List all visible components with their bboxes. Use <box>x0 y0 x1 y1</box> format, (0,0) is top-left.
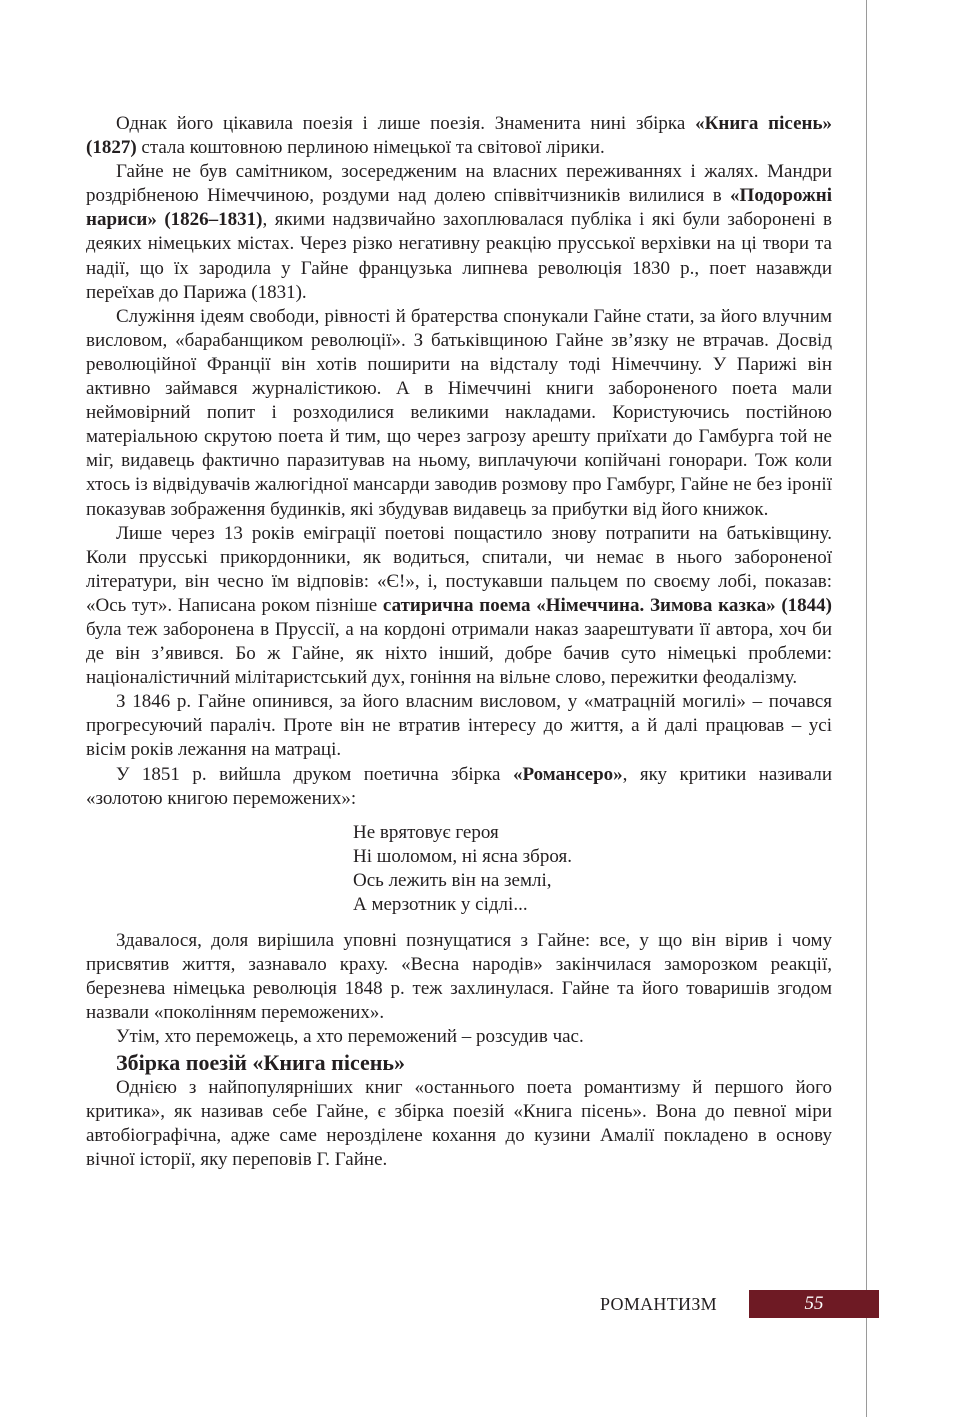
bold-title-run: «Книга пісень» (1827) <box>86 113 832 159</box>
poem-line: Не врятовує героя <box>353 821 499 843</box>
poem-line: А мерзотник у сідлі... <box>353 894 528 915</box>
paragraph <box>86 160 832 305</box>
paragraph <box>86 690 832 762</box>
text-run: Однак його цікавила поезія і лише поезія. Знаменита нині збірка <box>116 113 696 134</box>
poem-line: Ні шоломом, ні ясна зброя. <box>353 845 572 867</box>
text-run: була теж заборонена в Пруссії, а на кордоні отримали наказ заарештувати її автора, хоч би де він з’явився. Бо ж Гайне, як ніхто інший, добре бачив суто німецькі проблеми: націоналістичний мілітаристський дух, гоніння на вільне слово, пережитки феодалізму. <box>86 618 832 689</box>
text-run: , якими надзвичайно захоплювалася публіка і які були заборонені в деяких німецьких містах. Через різко негативну реакцію прусської верхівки на ці твори та надії, що їх зародила у Гайне французька липнева революція 1830 р., поет назавжди переїхав до Парижа (1831). <box>86 209 832 303</box>
paragraphs-block <box>86 112 832 811</box>
bold-title-run: «Подорожні нариси» (1826–1831) <box>86 185 832 231</box>
paragraph: Утім, хто переможець, а хто переможений – розсудив час. <box>116 1026 584 1048</box>
page-number-bar <box>749 1290 879 1318</box>
poem-line: Ось лежить він на землі, <box>353 869 552 891</box>
bold-title-run: «Романсеро» <box>512 763 623 785</box>
page-number: 55 <box>804 1293 824 1314</box>
text-run: З 1846 р. Гайне опинився, за його власним висловом, у «матрацній могилі» – почався прогресуючий параліч. Проте він не втратив інтересу до життя, а й далі працював – усі вісім років лежання на матраці. <box>86 691 832 761</box>
section-paragraph: Однією з найпопулярніших книг «останнього поета романтизму й першого його критика», як називав себе Гайне, є збірка поезій «Книга пісень». Вона до певної міри автобіографічна, адже саме нерозділене кохання до кузини Амалії покладено в основу вічної історії, яку переповів Г. Гайне. <box>86 1076 832 1170</box>
text-run: Служіння ідеям свободи, рівності й братерства спонукали Гайне стати, за його влучним висловом, «барабанщиком революції». З батьківщиною Гайне зв’язку не втрачав. Досвід революційної Франції він хотів поширити на відсталу тоді Німеччину. У Парижі він активно займався журналістикою. А в Німеччині книги забороненого поета мали неймовірний попит і розходилися великими накладами. Користуючись постійною матеріальною скрутою поета й тим, що через загрозу арешту приїхати до Гамбурга той не міг, видавець фактично паразитував на ньому, виплачуючи копійчані гонорари. Тож коли хтось із відвідувачів жалюгідної мансарди заводив розмову про Гамбург, Гайне не без іронії показував зображення будинків, які збудував видавець за прибутки від його книжок. <box>86 305 832 520</box>
paragraph <box>86 763 832 811</box>
poem-quote <box>353 821 832 917</box>
bold-title-run: сатирична поема «Німеччина. Зимова казка» (1844) <box>382 594 832 616</box>
page-body <box>86 112 832 1172</box>
text-run: Гайне не був самітником, зосередженим на власних переживаннях і жалях. Мандри роздрібненою Німеччиною, роздуми над долею співвітчизників вилилися в <box>86 161 832 207</box>
text-run: , яку критики називали «золотою книгою переможених»: <box>86 763 832 809</box>
text-run: стала коштовною перлиною німецької та світової лірики. <box>136 137 605 159</box>
paragraph: Здавалося, доля вирішила уповні познущатися з Гайне: все, у що він вірив і чому присвятив життя, зазнавало краху. «Весна народів» закінчилася заморозком реакції, березнева німецька революція 1848 р. теж захлинулася. Гайне та його товаришів згодом назвали «поколінням переможених». <box>86 930 832 1024</box>
page-edge-line <box>866 0 867 1417</box>
text-run: У 1851 р. вийшла друком поетична збірка <box>116 763 513 785</box>
paragraph <box>86 305 832 522</box>
paragraph <box>86 522 832 691</box>
paragraph <box>86 112 832 160</box>
running-footer-section: РОМАНТИЗМ <box>600 1294 717 1314</box>
section-heading: Збірка поезій «Книга пісень» <box>116 1049 406 1075</box>
text-run: Лише через 13 років еміграції поетові пощастило знову потрапити на батьківщину. Коли прусські прикордонники, як водиться, спитали, чи немає в нього забороненої літератури, він чесно їм відповів: «Є!», і, постукавши пальцем по своєму лобі, показав: «Ось тут». Написана роком пізніше <box>86 522 832 616</box>
